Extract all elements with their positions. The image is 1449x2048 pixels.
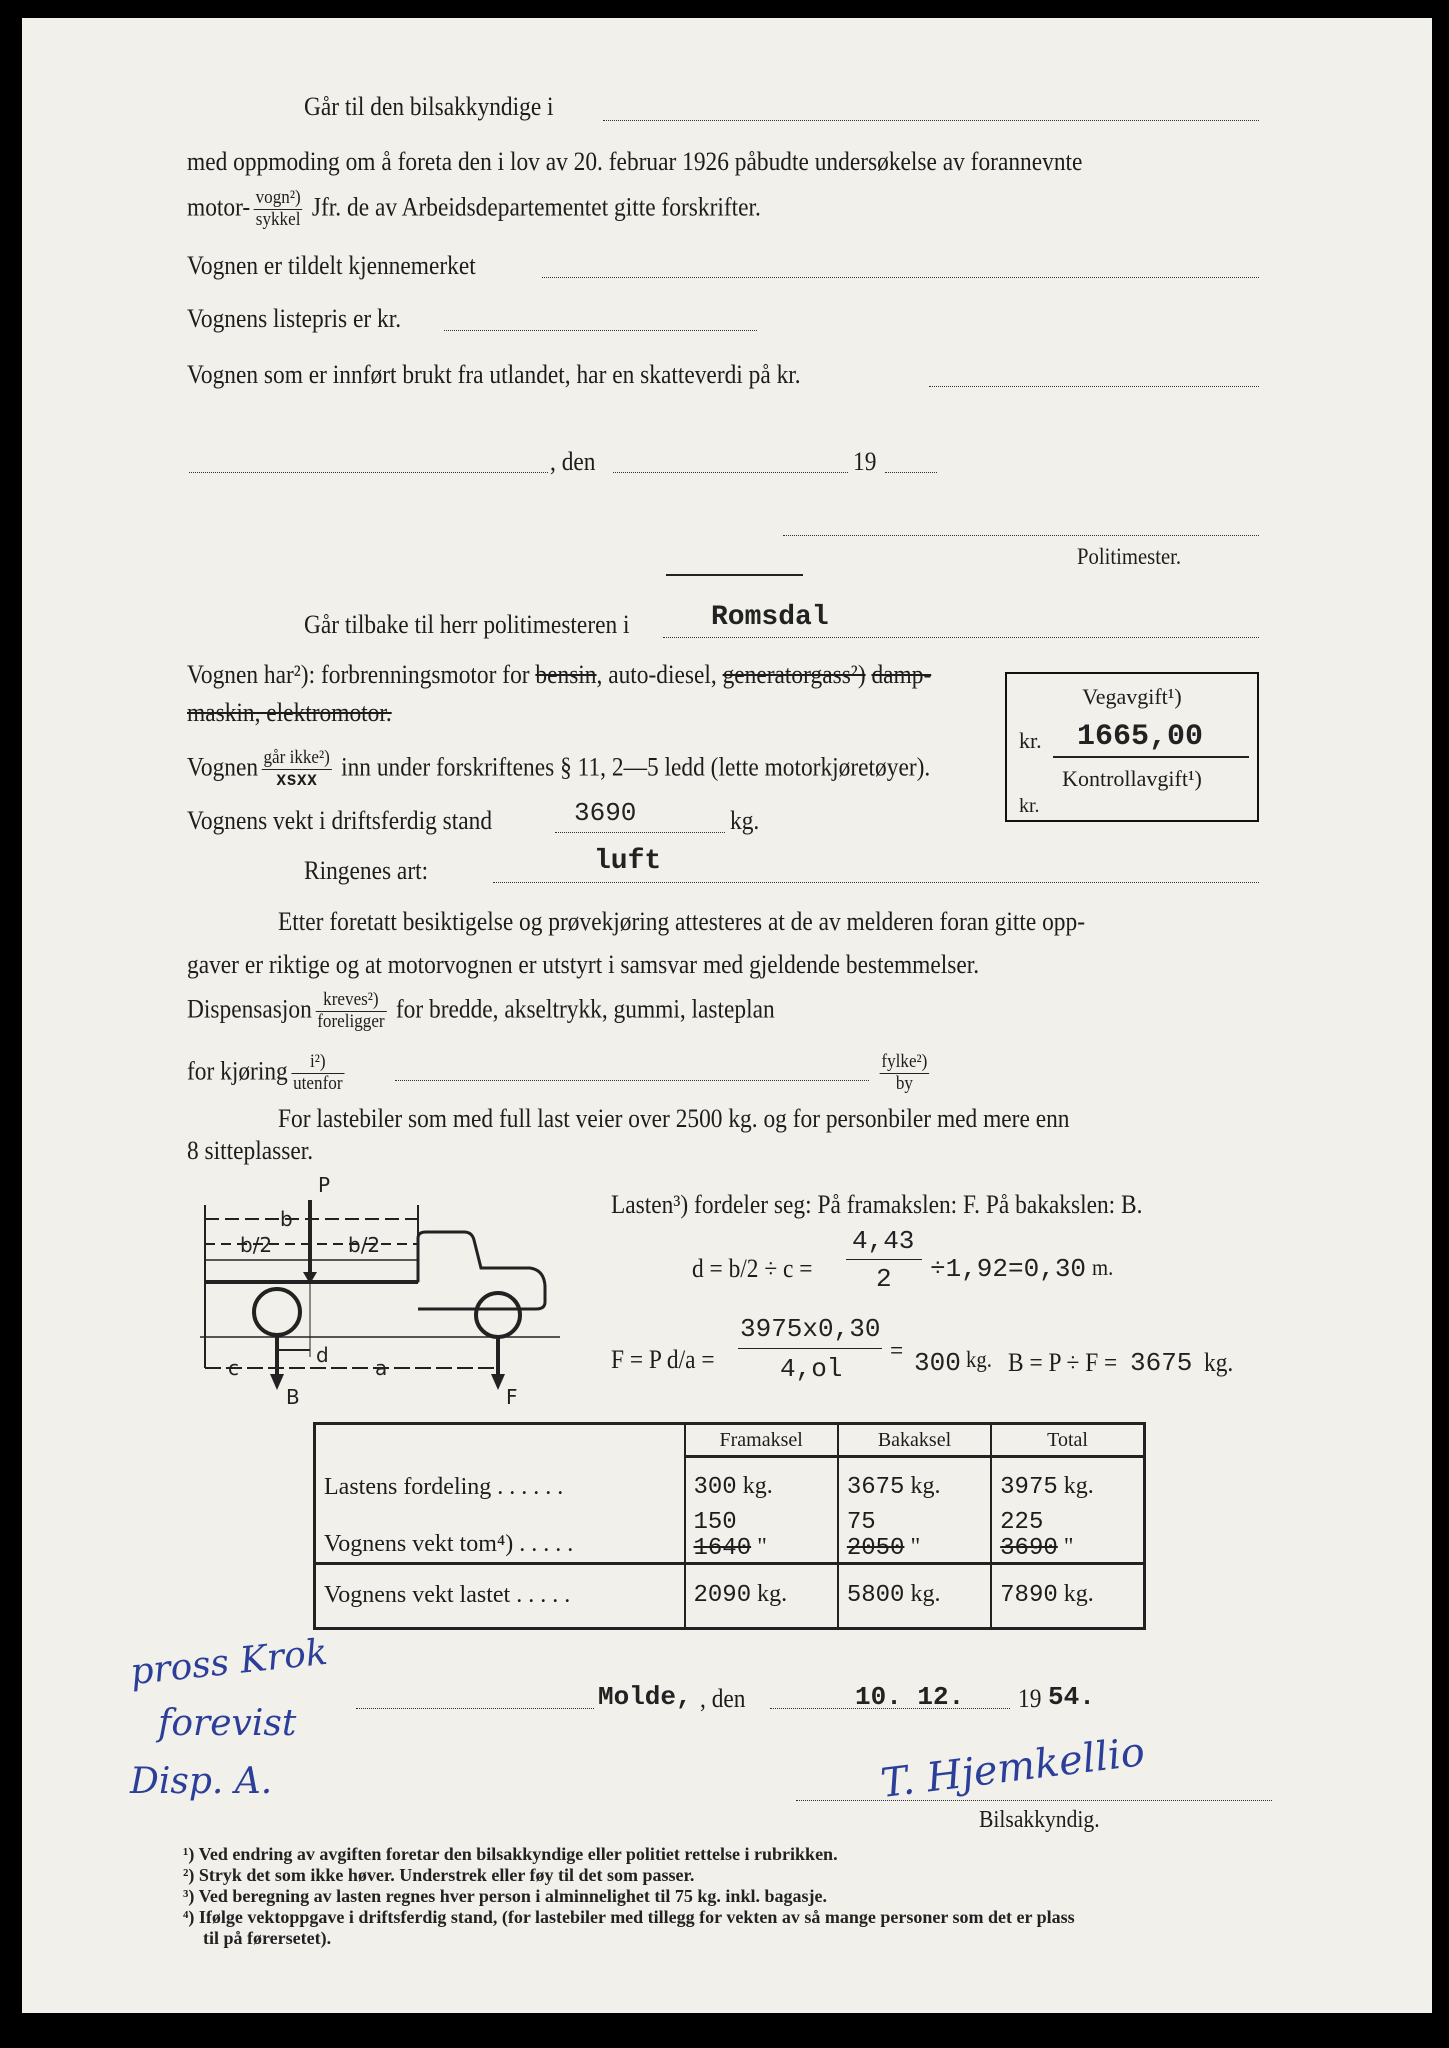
ringer-field[interactable]: [493, 882, 1259, 883]
vegavgift-value: 1665,00: [1077, 720, 1204, 754]
table-row: [315, 1501, 1145, 1564]
cell-unit: kg.: [910, 1473, 941, 1500]
cell-unit: kg.: [910, 1581, 941, 1608]
district-value: Romsdal: [711, 602, 829, 633]
gar-rest: inn under forskriftenes § 11, 2—5 ledd (lette motorkjøretøyer).: [341, 752, 931, 782]
label-b: b: [280, 1207, 293, 1231]
vekt-label: Vognens vekt i driftsferdig stand: [187, 806, 493, 835]
handwritten-note: forevist: [158, 1703, 297, 1744]
kjennemerke-label: Vognen er tildelt kjennemerket: [187, 251, 476, 280]
header-framaksel: Framaksel: [685, 1424, 838, 1457]
bilsakkyndige-field[interactable]: [603, 120, 1259, 121]
year-label: 19: [853, 447, 877, 476]
footnote-1: ¹) Ved endring av avgiften foretar den bilsakkyndige eller politiet rettelse i rubrikken.: [183, 1844, 838, 1864]
f-numerator: 3975x0,30: [740, 1314, 881, 1344]
vekt-value: 3690: [574, 798, 637, 828]
d-unit: m.: [1092, 1255, 1114, 1280]
label-c: c: [228, 1356, 239, 1380]
forskrifter-text: Jfr. de av Arbeidsdepartementet gitte forskrifter.: [311, 192, 761, 222]
d-result: ÷1,92=0,30: [930, 1254, 1087, 1284]
gar-line: [187, 748, 930, 791]
politimester-signature-field[interactable]: [783, 535, 1259, 536]
divider: [666, 574, 803, 576]
label-f-force: F: [506, 1385, 518, 1409]
signature-line[interactable]: [796, 1800, 1272, 1801]
date-value: 10. 12.: [855, 1682, 965, 1712]
footnote-2: ²) Stryk det som ikke høver. Understrek eller føy til det som passer.: [183, 1865, 695, 1885]
kjoring-fraction: [291, 1052, 344, 1095]
f-equals: =: [890, 1336, 904, 1365]
motor-type-label: Vognen har²): forbrenningsmotor for: [187, 660, 530, 689]
kg-label: kg.: [730, 806, 760, 835]
politimester-label: Politimester.: [1077, 544, 1182, 569]
bensin-option: bensin: [535, 660, 597, 689]
signature: T. Hjemkellio: [878, 1728, 1148, 1808]
fylke-fraction: [880, 1052, 930, 1095]
lasten-text: Lasten³) fordeler seg: På framakslen: F. På bakakslen: B.: [611, 1190, 1143, 1219]
row-label: Vognens vekt lastet . . . . .: [315, 1563, 685, 1628]
listepris-label: Vognens listepris er kr.: [187, 304, 402, 333]
lastebiler-line1: For lastebiler som med full last veier over 2500 kg. og for personbiler med mere enn: [278, 1104, 1070, 1133]
autodiesel-option: , auto-diesel,: [596, 660, 717, 689]
arrowhead-b: [270, 1374, 284, 1390]
vegavgift-underline: [1053, 756, 1249, 758]
cell-unit: kg.: [1063, 1581, 1094, 1608]
cell-addition: 75: [846, 1509, 876, 1537]
truck-load-diagram: [180, 1172, 580, 1412]
generator-option: generatorgass²): [722, 660, 866, 689]
dispensasjon-line: [187, 990, 775, 1033]
header-total: Total: [991, 1424, 1144, 1457]
d-fraction-bar: [846, 1259, 922, 1260]
cell-unit: ": [910, 1534, 921, 1561]
frac-num: vogn²): [255, 187, 301, 208]
bilsakkyndig-label: Bilsakkyndig.: [979, 1807, 1100, 1833]
label-p: P: [318, 1173, 331, 1197]
damp-option: damp-: [871, 660, 932, 689]
frac-den-typed: xsxx: [276, 768, 318, 791]
lastebiler-line2: 8 sitteplasser.: [187, 1136, 314, 1165]
kjoring-line: [187, 1052, 348, 1095]
motor-line: [187, 188, 761, 231]
b-unit: kg.: [1204, 1348, 1234, 1377]
table-row: [315, 1457, 1145, 1501]
label-b2-right: b/2: [348, 1233, 381, 1257]
label-b-force: B: [286, 1385, 300, 1409]
motor-fraction: [254, 188, 303, 231]
cell-unit: kg.: [757, 1581, 788, 1608]
footnote-4-cont: til på førersetet).: [203, 1928, 332, 1948]
cell-value: 7890: [1000, 1582, 1058, 1610]
table-row: [315, 1563, 1145, 1628]
frac-num: i²): [291, 1052, 344, 1074]
frac-den: sykkel: [255, 208, 301, 230]
ringer-label: Ringenes art:: [304, 856, 429, 885]
header-blank: [315, 1424, 685, 1457]
d-numerator: 4,43: [852, 1226, 915, 1256]
d-formula: d = b/2 ÷ c =: [692, 1254, 813, 1283]
date-field[interactable]: [613, 472, 848, 473]
cell-value: 1640: [693, 1535, 752, 1563]
b-formula: B = P ÷ F =: [1008, 1348, 1118, 1377]
kjoring-field[interactable]: [395, 1080, 869, 1081]
skatteverdi-label: Vognen som er innført brukt fra utlandet, har en skatteverdi på kr.: [187, 360, 801, 389]
disp-fraction: [315, 990, 386, 1033]
attest-line2: gaver er riktige og at motorvognen er utstyrt i samsvar med gjeldende bestemmelser.: [187, 950, 980, 979]
cell-addition: 150: [693, 1509, 737, 1537]
motor-type-line: [187, 662, 931, 688]
table-header: [315, 1424, 1145, 1457]
kr-label: kr.: [1019, 728, 1042, 753]
footnote-4: ⁴) Ifølge vektoppgave i driftsferdig stand, (for lastebiler med tillegg for vekten av så mange personer som det er plass: [183, 1907, 1075, 1927]
cell-unit: ": [1063, 1534, 1074, 1561]
row-label: Vognens vekt tom⁴) . . . . .: [324, 1531, 574, 1558]
d-denominator: 2: [876, 1264, 892, 1294]
frac-den: foreligger: [317, 1010, 385, 1032]
gar-prefix: Vognen: [187, 752, 259, 782]
handwritten-note: pross Krok: [128, 1631, 330, 1694]
ringer-value: luft: [594, 846, 662, 877]
f-fraction-bar: [738, 1348, 882, 1349]
year-prefix: 19: [1018, 1684, 1042, 1713]
kr-label-2: kr.: [1019, 795, 1040, 817]
label-d: d: [316, 1343, 329, 1367]
attest-line1: Etter foretatt besiktigelse og prøvekjøring attesteres at de av melderen foran gitte opp-: [278, 907, 1086, 936]
fee-box: [1005, 672, 1259, 822]
header-bakaksel: Bakaksel: [838, 1424, 991, 1457]
label-b2-left: b/2: [240, 1233, 273, 1257]
disp-rest: for bredde, akseltrykk, gummi, lasteplan: [395, 994, 775, 1024]
den-label-2: , den: [700, 1684, 746, 1713]
oppmoding-text: med oppmoding om å foreta den i lov av 20. februar 1926 påbudte undersøkelse av forannevnte: [187, 147, 1083, 176]
frac-num: fylke²): [881, 1051, 928, 1072]
gar-fraction: [262, 748, 332, 791]
place-value: Molde,: [598, 1682, 692, 1712]
weight-table: [313, 1422, 1146, 1630]
disp-label: Dispensasjon: [187, 994, 312, 1024]
truck-cab: [418, 1232, 545, 1309]
cell-value: 5800: [846, 1582, 905, 1610]
cell-value: 3975: [1000, 1474, 1058, 1502]
vekt-field[interactable]: [555, 832, 725, 833]
return-label: Går tilbake til herr politimesteren i: [304, 610, 630, 639]
cell-unit: ": [757, 1534, 767, 1561]
elektromotor-option: maskin, elektromotor.: [187, 698, 392, 727]
label-a: a: [375, 1356, 388, 1380]
year-value: 54.: [1048, 1682, 1095, 1712]
front-wheel: [476, 1293, 520, 1337]
place-field[interactable]: [189, 472, 548, 473]
frac-den: by: [895, 1072, 913, 1094]
fylke-fraction-wrap: [876, 1052, 933, 1095]
bilsakkyndige-label: Går til den bilsakkyndige i: [304, 92, 554, 121]
row-label: Lastens fordeling . . . . . .: [324, 1474, 564, 1501]
motor-type-line2: [187, 700, 392, 726]
rear-wheel: [254, 1289, 300, 1335]
vegavgift-label: Vegavgift¹): [1082, 684, 1182, 709]
cell-value: 3675: [846, 1474, 905, 1502]
kjoring-label: for kjøring: [187, 1056, 288, 1086]
footnote-3: ³) Ved beregning av lasten regnes hver person i alminnelighet til 75 kg. inkl. bagasje.: [183, 1886, 827, 1906]
motor-prefix: motor-: [187, 192, 251, 222]
cell-value: 2090: [693, 1582, 752, 1610]
listepris-field[interactable]: [444, 330, 757, 331]
cell-unit: kg.: [742, 1473, 773, 1500]
f-formula: F = P d/a =: [611, 1345, 715, 1374]
cell-value: 3690: [1000, 1535, 1058, 1563]
f-unit: kg.: [966, 1347, 992, 1372]
cell-unit: kg.: [1063, 1473, 1094, 1500]
cell-addition: 225: [1000, 1509, 1044, 1537]
arrowhead-f: [491, 1374, 505, 1390]
skatteverdi-field[interactable]: [929, 386, 1259, 387]
f-denominator: 4,ol: [780, 1354, 843, 1384]
frac-num: kreves²): [315, 990, 386, 1012]
place-line[interactable]: [356, 1708, 594, 1709]
cell-value: 300: [693, 1474, 737, 1502]
kontrollavgift-label: Kontrollavgift¹): [1062, 766, 1202, 791]
district-field[interactable]: [663, 637, 1259, 638]
b-value: 3675: [1130, 1348, 1193, 1378]
cell-value: 2050: [846, 1535, 905, 1563]
den-label: , den: [550, 447, 596, 476]
year-field[interactable]: [885, 472, 937, 473]
frac-den: utenfor: [293, 1072, 343, 1094]
handwritten-note: Disp. A.: [130, 1761, 273, 1802]
f-value: 300: [914, 1348, 961, 1378]
kjennemerke-field[interactable]: [542, 277, 1259, 278]
frac-num: går ikke²): [263, 747, 330, 768]
